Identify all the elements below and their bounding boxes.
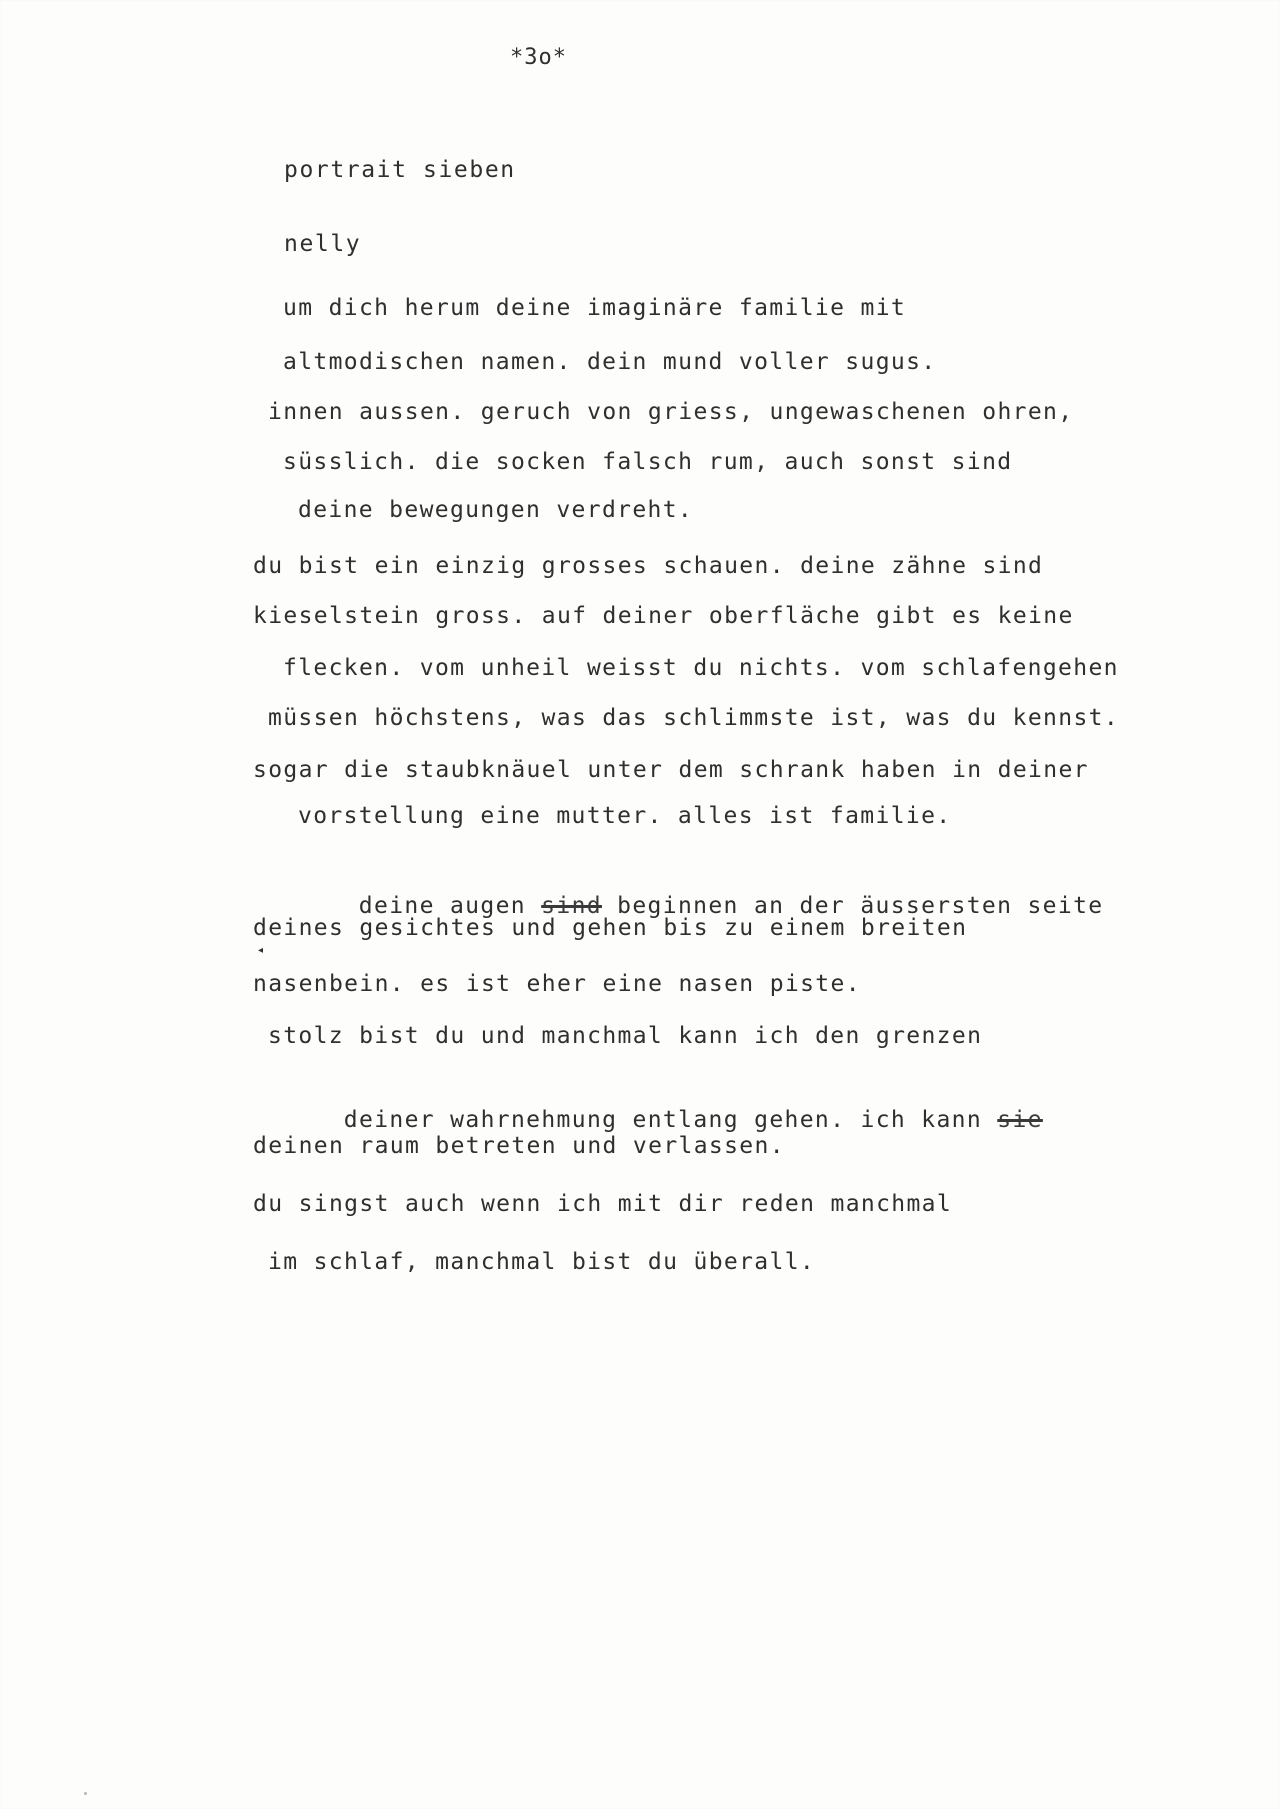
- text-line-7: kieselstein gross. auf deiner oberfläche gibt es keine: [253, 603, 1074, 629]
- text-line-12-after: beginnen an der äussersten seite: [601, 893, 1104, 919]
- struck-word-sie: sie: [997, 1107, 1043, 1133]
- text-line-17: deinen raum betreten und verlassen.: [253, 1133, 785, 1159]
- struck-word-sind: sind: [541, 893, 602, 919]
- text-line-6: du bist ein einzig grosses schauen. deine zähne sind: [253, 553, 1044, 579]
- text-line-8: flecken. vom unheil weisst du nichts. vom schlafengehen: [283, 655, 1119, 681]
- text-line-16-before: deiner wahrnehmung entlang gehen. ich kann: [343, 1107, 998, 1133]
- text-line-3: innen aussen. geruch von griess, ungewaschenen ohren,: [268, 399, 1074, 425]
- text-line-11: vorstellung eine mutter. alles ist familie.: [298, 803, 952, 829]
- text-line-10: sogar die staubknäuel unter dem schrank haben in deiner: [253, 757, 1089, 783]
- text-line-5: deine bewegungen verdreht.: [298, 497, 694, 523]
- poem-title: portrait sieben: [284, 157, 516, 183]
- text-line-15: stolz bist du und manchmal kann ich den grenzen: [268, 1023, 983, 1049]
- paper-speck: [84, 1792, 87, 1795]
- portrait-name: nelly: [284, 231, 362, 257]
- correction-mark: ◂: [258, 945, 264, 956]
- text-line-1: um dich herum deine imaginäre familie mit: [283, 295, 907, 321]
- text-line-19: im schlaf, manchmal bist du überall.: [268, 1249, 816, 1275]
- text-line-14: nasenbein. es ist eher eine nasen piste.: [253, 971, 861, 997]
- text-line-4: süsslich. die socken falsch rum, auch sonst sind: [283, 449, 1013, 475]
- text-line-12-before: deine augen: [358, 893, 542, 919]
- text-line-9: müssen höchstens, was das schlimmste ist, was du kennst.: [268, 705, 1120, 731]
- text-line-2: altmodischen namen. dein mund voller sugus.: [283, 349, 937, 375]
- text-line-13: deines gesichtes und gehen bis zu einem breiten: [253, 915, 968, 941]
- page-number: *3o*: [510, 45, 567, 70]
- text-line-18: du singst auch wenn ich mit dir reden manchmal: [253, 1191, 953, 1217]
